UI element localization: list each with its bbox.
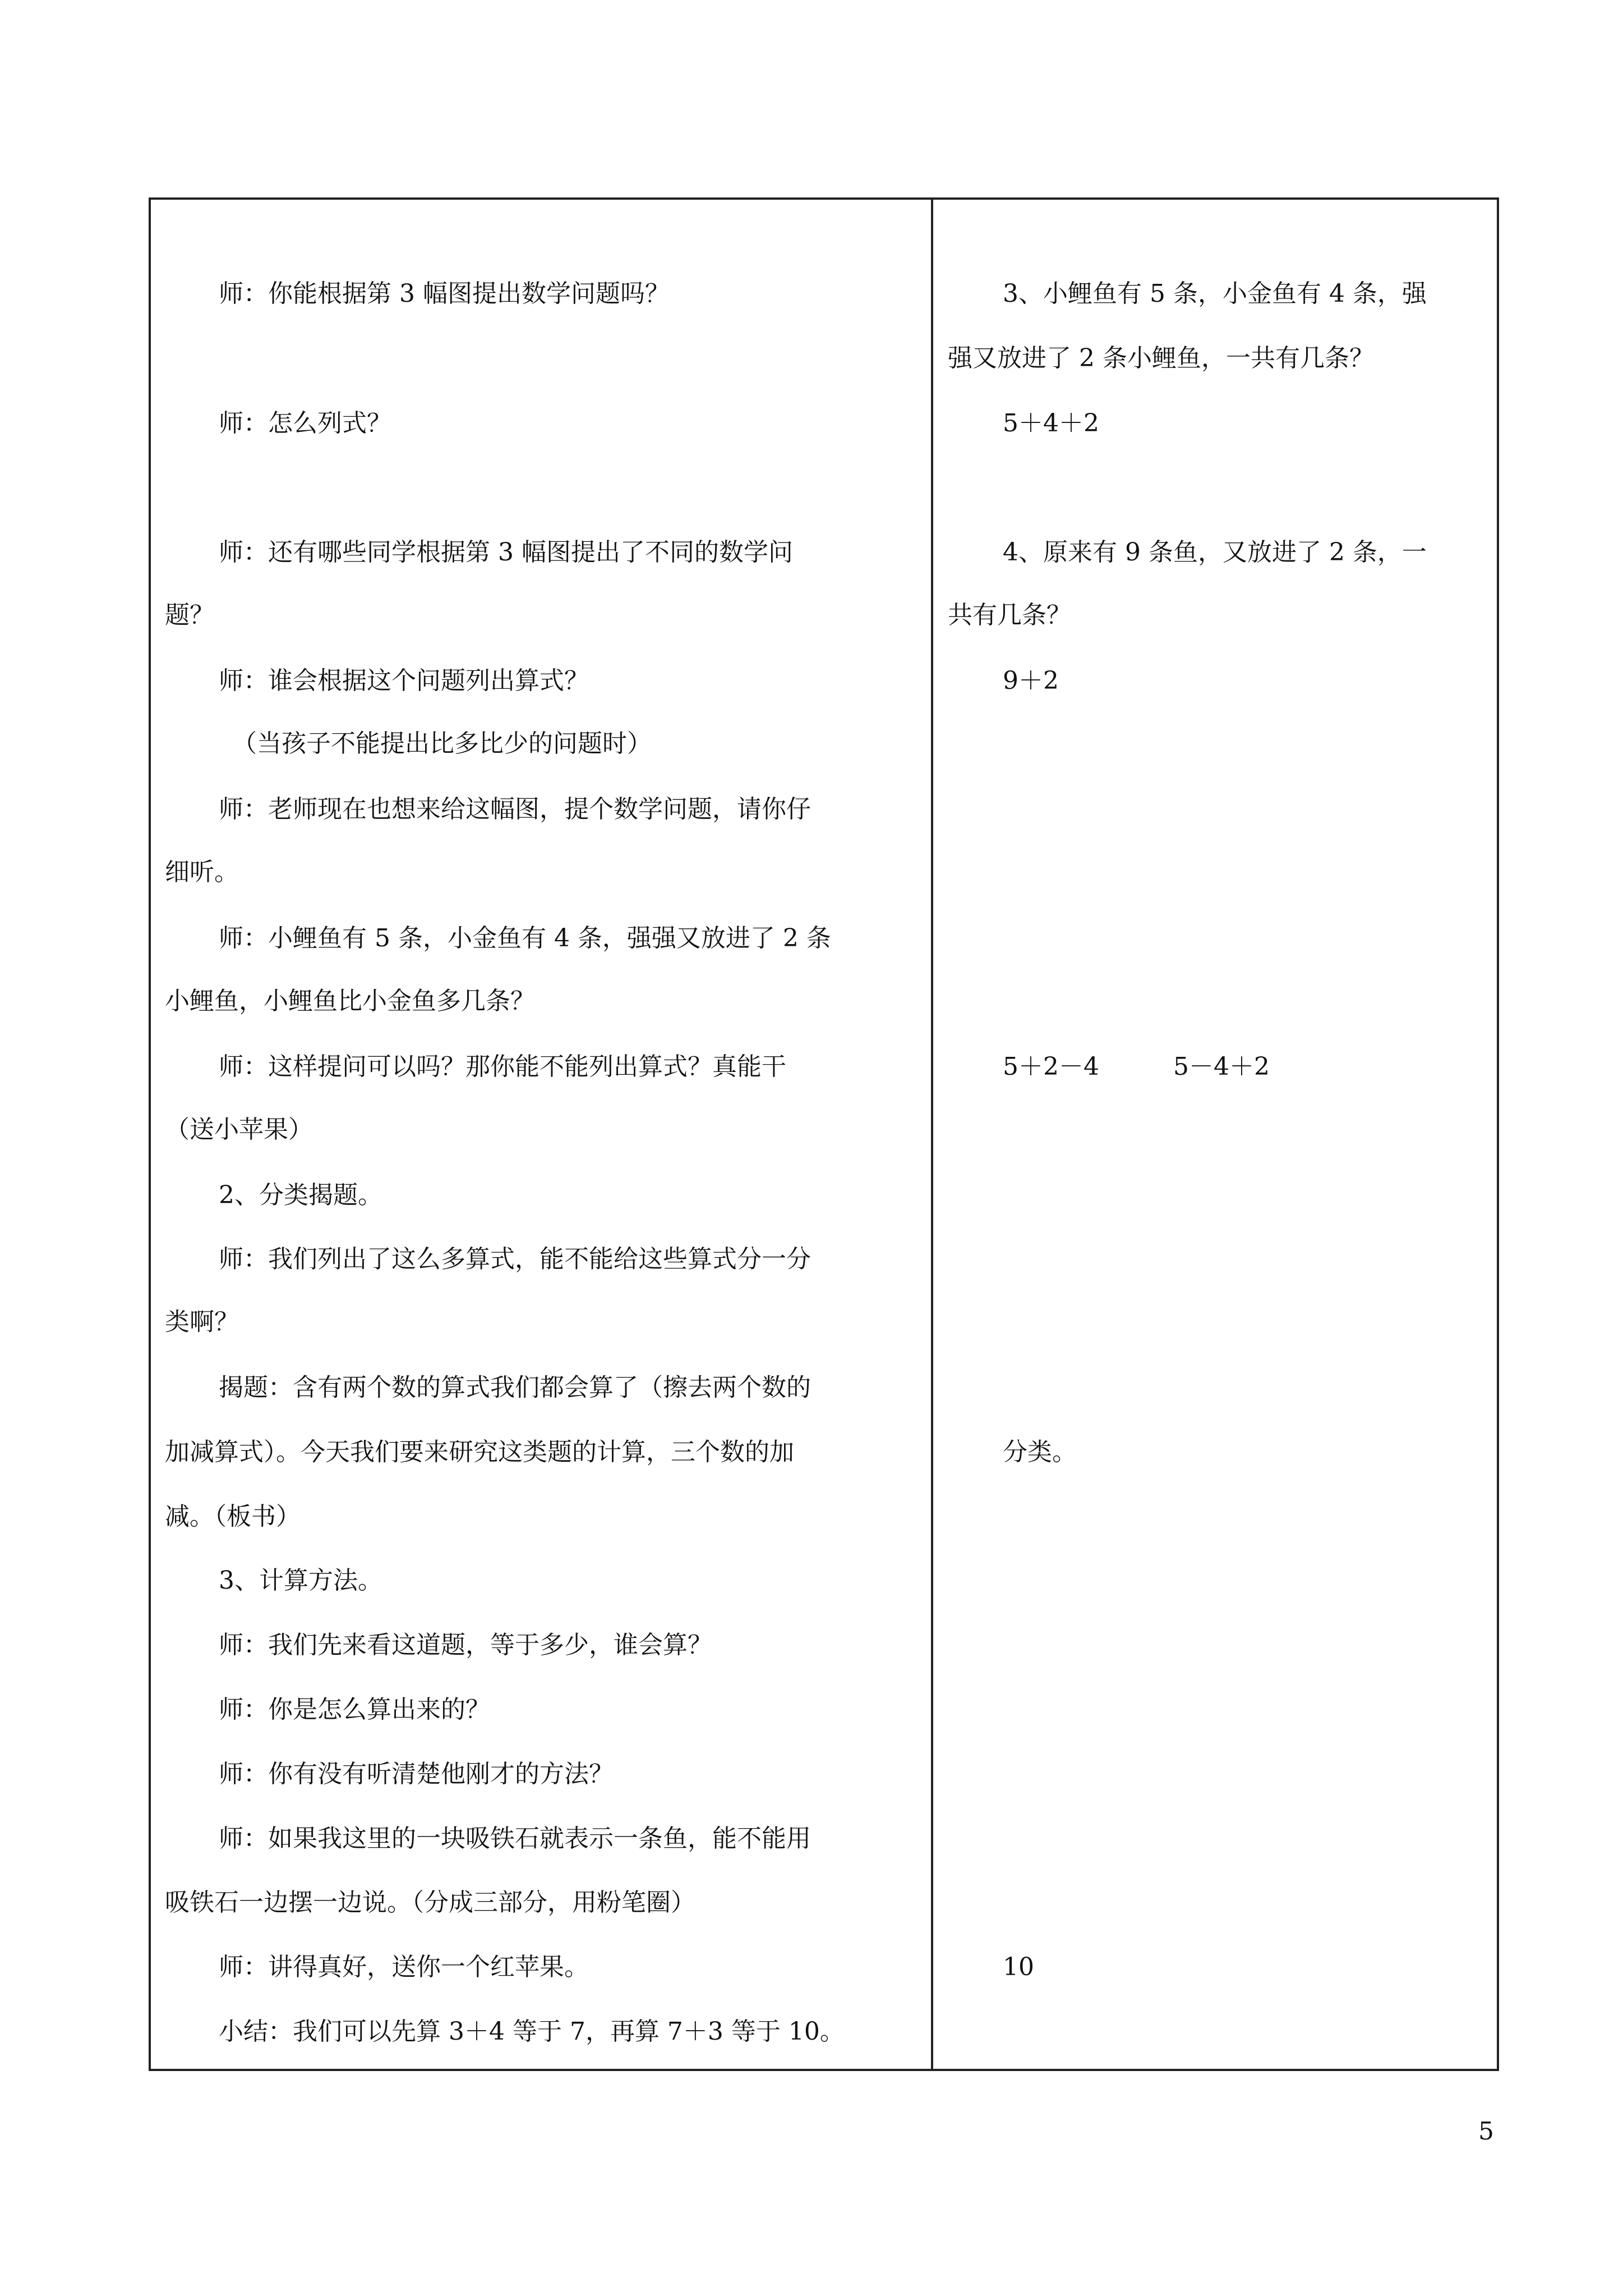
left-line: 题？ <box>165 601 214 629</box>
left-line: 类啊？ <box>165 1308 239 1336</box>
right-line: 共有几条？ <box>948 601 1071 629</box>
left-line: （当孩子不能提出比多比少的问题时） <box>232 729 652 758</box>
left-line: 师：怎么列式？ <box>219 409 391 438</box>
left-line: 师：讲得真好，送你一个红苹果。 <box>219 1953 589 1981</box>
left-line: 师：如果我这里的一块吸铁石就表示一条鱼，能不能用 <box>219 1824 811 1853</box>
right-line: 4、原来有 9 条鱼，又放进了 2 条，一 <box>1003 538 1427 567</box>
right-line: 3、小鲤鱼有 5 条，小金鱼有 4 条，强 <box>1003 279 1427 308</box>
lesson-plan-table <box>149 197 1499 2071</box>
left-line: 小鲤鱼，小鲤鱼比小金鱼多几条？ <box>165 987 535 1015</box>
left-line: 小结：我们可以先算 3＋4 等于 7，再算 7＋3 等于 10。 <box>219 2017 845 2046</box>
right-line: 9＋2 <box>1003 666 1059 695</box>
left-line: 2、分类揭题。 <box>219 1181 382 1209</box>
left-line: 师：你能根据第 3 幅图提出数学问题吗？ <box>219 279 670 308</box>
right-line: 5＋2－4 5－4＋2 <box>1003 1052 1270 1081</box>
right-line: 分类。 <box>1003 1438 1077 1466</box>
left-line: 师：我们列出了这么多算式，能不能给这些算式分一分 <box>219 1245 811 1273</box>
right-line: 强又放进了 2 条小鲤鱼，一共有几条？ <box>948 344 1374 372</box>
left-line: 师：你有没有听清楚他刚才的方法？ <box>219 1760 614 1788</box>
left-line: （送小苹果） <box>165 1115 313 1144</box>
page-number: 5 <box>1478 2117 1494 2146</box>
right-line: 5＋4＋2 <box>1003 409 1099 438</box>
left-line: 师：还有哪些同学根据第 3 幅图提出了不同的数学问 <box>219 538 793 567</box>
left-line: 师：我们先来看这道题，等于多少，谁会算？ <box>219 1631 712 1659</box>
left-line: 细听。 <box>165 858 239 886</box>
left-line: 师：这样提问可以吗？那你能不能列出算式？真能干 <box>219 1052 786 1081</box>
left-line: 吸铁石一边摆一边说。（分成三部分，用粉笔圈） <box>165 1888 695 1917</box>
left-line: 师：小鲤鱼有 5 条，小金鱼有 4 条，强强又放进了 2 条 <box>219 924 831 953</box>
left-line: 师：你是怎么算出来的？ <box>219 1695 490 1724</box>
right-line: 10 <box>1003 1953 1034 1981</box>
left-line: 减。（板书） <box>165 1502 301 1531</box>
left-line: 师：老师现在也想来给这幅图，提个数学问题，请你仔 <box>219 795 811 823</box>
left-line: 师：谁会根据这个问题列出算式？ <box>219 666 589 695</box>
column-divider <box>931 200 933 2069</box>
left-line: 3、计算方法。 <box>219 1566 382 1595</box>
left-line: 加减算式）。今天我们要来研究这类题的计算，三个数的加 <box>165 1438 794 1466</box>
left-line: 揭题：含有两个数的算式我们都会算了（擦去两个数的 <box>219 1373 811 1402</box>
